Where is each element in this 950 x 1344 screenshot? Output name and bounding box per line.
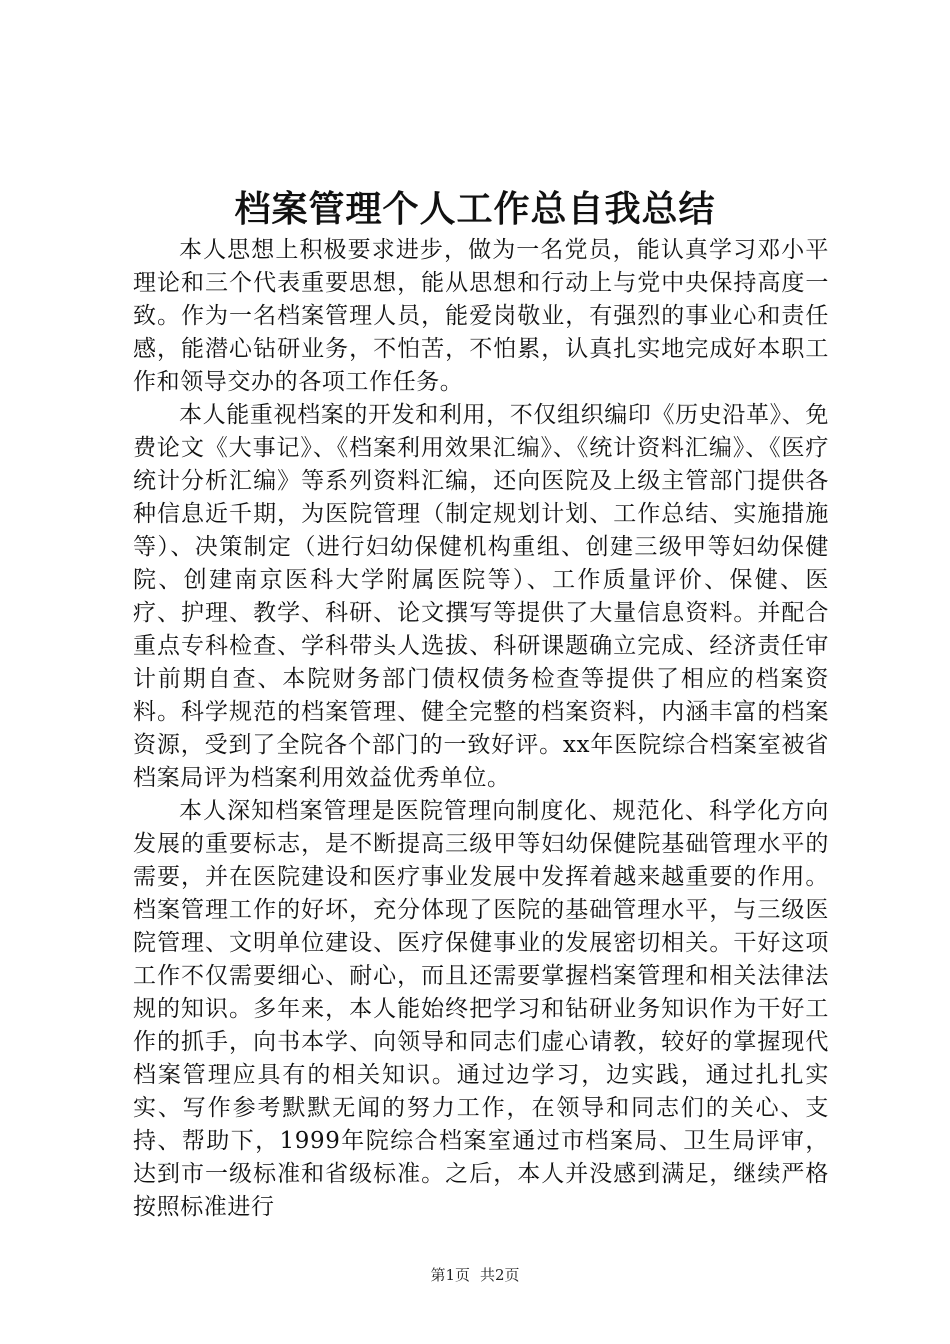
document-body: [133, 234, 829, 1224]
paragraph-3: 本人深知档案管理是医院管理向制度化、规范化、科学化方向发展的重要标志，是不断提高三级甲等妇幼保健院基础管理水平的需要，并在医院建设和医疗事业发展中发挥着越来越重要的作用。档案管理工作的好坏，充分体现了医院的基础管理水平，与三级医院管理、文明单位建设、医疗保健事业的发展密切相关。干好这项工作不仅需要细心、耐心，而且还需要掌握档案管理和相关法律法规的知识。多年来，本人能始终把学习和钻研业务知识作为干好工作的抓手，向书本学、向领导和同志们虚心请教，较好的掌握现代档案管理应具有的相关知识。通过边学习，边实践，通过扎扎实实、写作参考默默无闻的努力工作，在领导和同志们的关心、支持、帮助下，1999年院综合档案室通过市档案局、卫生局评审，达到市一级标准和省级标准。之后，本人并没感到满足，继续严格按照标准进行: [133, 798, 829, 1220]
paragraph-1: 本人思想上积极要求进步，做为一名党员，能认真学习邓小平理论和三个代表重要思想，能从思想和行动上与党中央保持高度一致。作为一名档案管理人员，能爱岗敬业，有强烈的事业心和责任感，能潜心钻研业务，不怕苦，不怕累，认真扎实地完成好本职工作和领导交办的各项工作任务。: [133, 237, 829, 395]
page-total: 共2页: [480, 1266, 520, 1284]
page-footer: [0, 1265, 950, 1285]
document-title: 档案管理个人工作总自我总结: [234, 188, 716, 230]
paragraph-2: 本人能重视档案的开发和利用，不仅组织编印《历史沿革》、免费论文《大事记》、《档案利用效果汇编》、《统计资料汇编》、《医疗统计分析汇编》等系列资料汇编，还向医院及上级主管部门提供各种信息近千期，为医院管理（制定规划计划、工作总结、实施措施等）、决策制定（进行妇幼保健机构重组、创建三级甲等妇幼保健院、创建南京医科大学附属医院等）、工作质量评价、保健、医疗、护理、教学、科研、论文撰写等提供了大量信息资料。并配合重点专科检查、学科带头人选拔、科研课题确立完成、经济责任审计前期自查、本院财务部门债权债务检查等提供了相应的档案资料。科学规范的档案管理、健全完整的档案资料，内涵丰富的档案资源，受到了全院各个部门的一致好评。xx年医院综合档案室被省档案局评为档案利用效益优秀单位。: [133, 402, 829, 791]
page-number: 第1页: [430, 1266, 470, 1284]
